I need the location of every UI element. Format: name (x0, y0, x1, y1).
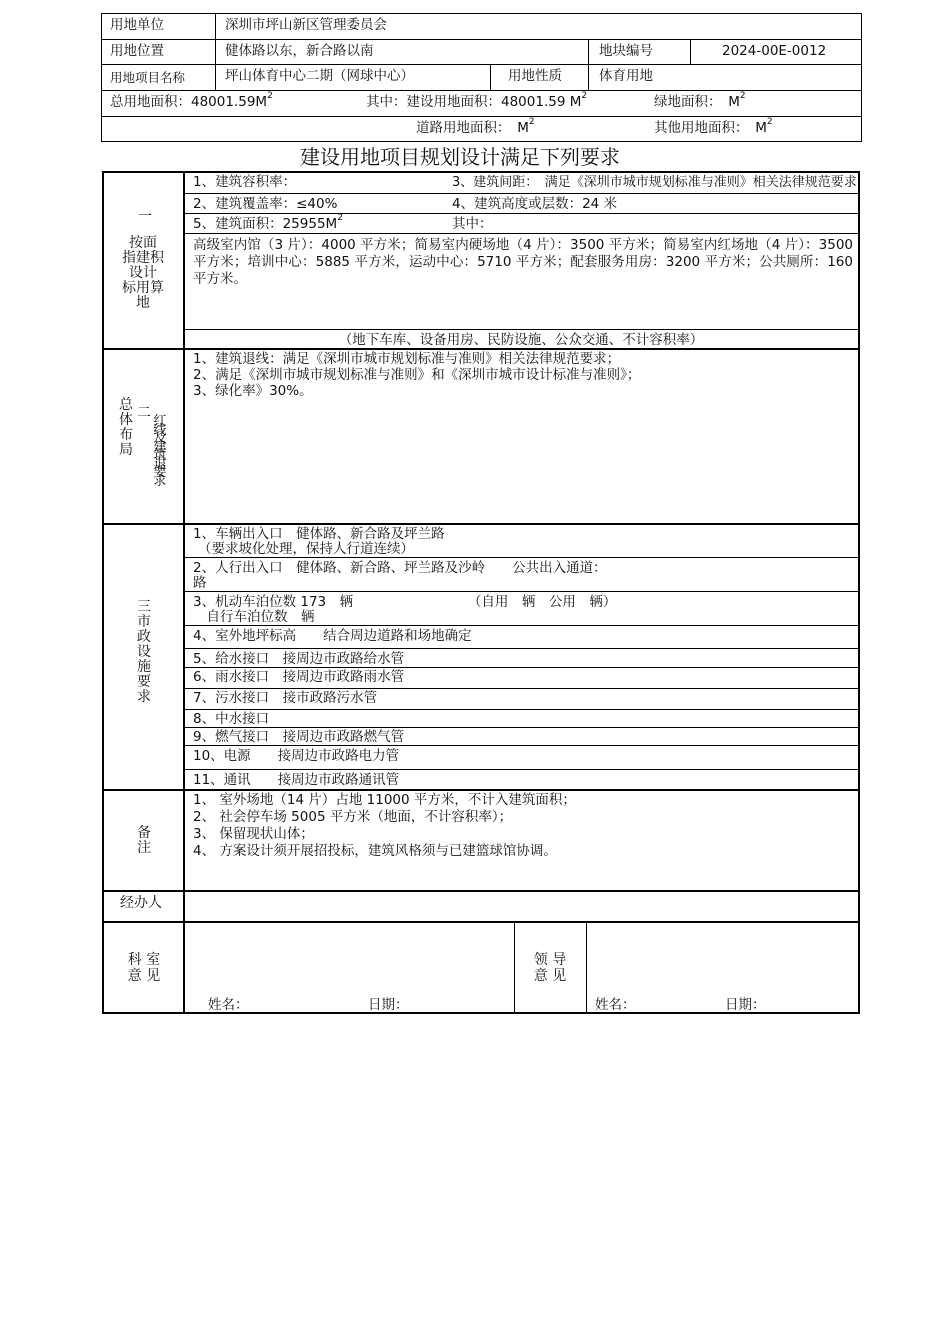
floor-area-item: 5、建筑面积：$25955M^2$ (193, 213, 343, 232)
location-label: 用地位置 (110, 43, 164, 59)
leader-opinion-label: 领 导 意 见 (533, 952, 567, 984)
parcel-no-label: 地块编号 (599, 43, 653, 59)
location-value: 健体路以东，新合路以南 (225, 43, 374, 59)
rainwater: 6、雨水接口 接周边市政路雨水管 (193, 669, 405, 685)
water-supply: 5、给水接口 接周边市政路给水管 (193, 651, 405, 667)
vehicle-entrance-note: （要求坡化处理，保持人行道连续） (198, 541, 414, 557)
office-date-label: 日期： (368, 997, 409, 1013)
height-item: 4、建筑高度或层数：24 米 (452, 196, 618, 212)
road-area: 道路用地面积： $M^2$ (416, 117, 535, 136)
section2-col-b: 二 (137, 405, 151, 421)
bike-parking: 自行车泊位数 辆 (193, 609, 315, 625)
total-area: 总用地面积：$48001.59M^2$ (110, 91, 273, 110)
pedestrian-entrance-cont: 路 (193, 575, 207, 591)
office-name-label: 姓名： (208, 997, 249, 1013)
sewage: 7、污水接口 接市政路污水管 (193, 690, 378, 706)
remark-2: 2、 社会停车场 5005 平方米（地面，不计容积率）； (193, 809, 513, 825)
unit-label: 用地单位 (110, 17, 164, 33)
nature-value: 体育用地 (599, 68, 653, 84)
gas: 9、燃气接口 接周边市政路燃气管 (193, 729, 405, 745)
unit-value: 深圳市坪山新区管理委员会 (225, 17, 387, 33)
remark-4: 4、 方案设计须开展招投标，建筑风格须与已建篮球馆协调。 (193, 843, 557, 859)
parking-count: 3、机动车泊位数 173 辆 （自用 辆 公用 辆） (193, 594, 617, 610)
handler-label: 经办人 (120, 895, 162, 911)
parcel-no-value: 2024-00E-0012 (722, 43, 827, 59)
remark-1: 1、 室外场地（14 片）占地 11000 平方米，不计入建筑面积； (193, 792, 576, 808)
spacing-item: 3、建筑间距： 满足《深圳市城市规划标准与准则》相关法律规范要求 (452, 175, 857, 190)
page-title: 建设用地项目规划设计满足下列要求 (300, 145, 620, 169)
section2-col-a: 总 体 布 局 (119, 397, 133, 458)
pedestrian-entrance: 2、人行出入口 健体路、新合路、坪兰路及沙岭 公共出入通道： (193, 560, 607, 576)
section1-note: （地下车库、设备用房、民防设施、公众交通、不计容积率） (338, 332, 704, 348)
leader-name-label: 姓名： (595, 997, 636, 1013)
telecom: 11、通讯 接周边市政路通讯管 (193, 772, 400, 788)
setback-line3: 3、绿化率》30%。 (193, 383, 313, 399)
section1-number: 一 (138, 209, 152, 225)
far-item: 1、建筑容积率： (193, 174, 297, 190)
setback-line1: 1、建筑退线：满足《深圳市城市规划标准与准则》相关法律规范要求； (193, 351, 621, 367)
project-value: 坪山体育中心二期（网球中心） (225, 68, 414, 84)
section2-col-c: 红 线 及 建 筑 退 要 求 (153, 414, 167, 489)
ground-elevation: 4、室外地坪标高 结合周边道路和场地确定 (193, 628, 472, 644)
vehicle-entrance: 1、车辆出入口 健体路、新合路及坪兰路 (193, 526, 445, 542)
section1-label: 按面 指建积 设计 标用算 地 (122, 235, 164, 311)
coverage-item: 2、建筑覆盖率：≤40% (193, 196, 338, 212)
office-opinion-label: 科 室 意 见 (127, 952, 161, 984)
construction-area: 其中：建设用地面积：48001.59 $M^2$ (366, 91, 588, 110)
remarks-label: 备 注 (137, 825, 151, 856)
reclaimed-water: 8、中水接口 (193, 711, 270, 727)
green-area: 绿地面积： $M^2$ (654, 91, 746, 110)
leader-date-label: 日期： (725, 997, 766, 1013)
setback-line2: 2、满足《深圳市城市规划标准与准则》和《深圳市城市设计标准与准则》； (193, 367, 641, 383)
nature-label: 用地性质 (508, 68, 562, 84)
remark-3: 3、 保留现状山体； (193, 826, 314, 842)
of-which-label: 其中： (452, 216, 493, 232)
other-area: 其他用地面积： $M^2$ (654, 117, 773, 136)
section3-label: 三 市 政 设 施 要 求 (137, 599, 151, 705)
floor-area-detail: 高级室内馆（3 片）：4000 平方米；简易室内硬场地（4 片）：3500 平方米；简易室内红场地（4 片）：3500 平方米；培训中心：5885 平方米，运动中心：5710 平方米；配套服务用房：3200 平方米；公共厕所：160 平方米。 (193, 237, 853, 287)
power: 10、电源 接周边市政路电力管 (193, 748, 400, 764)
project-label: 用地项目名称 (110, 70, 186, 85)
